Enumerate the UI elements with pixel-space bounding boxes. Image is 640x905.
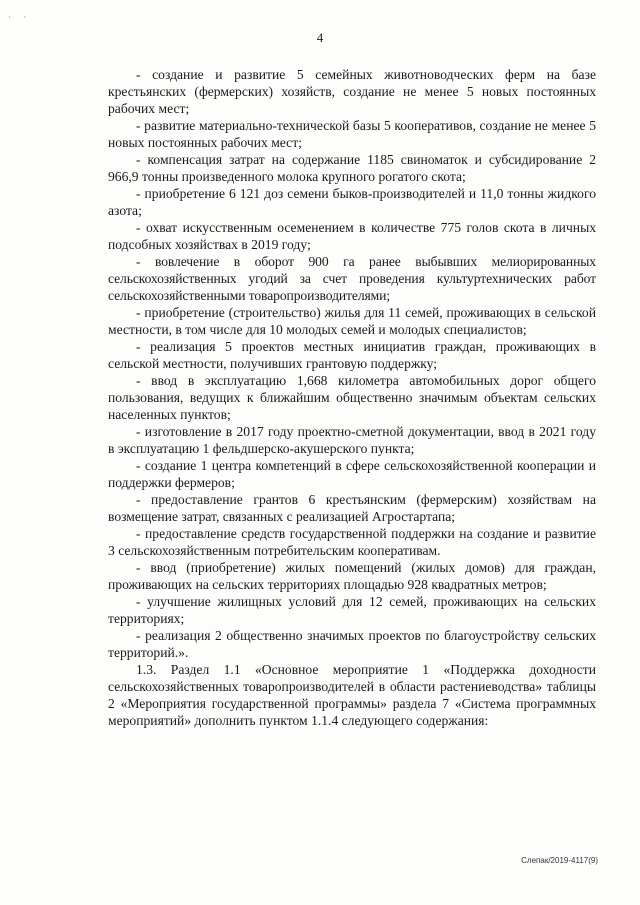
corner-scan-marks: · · [8,12,32,22]
page-number: 4 [316,30,324,45]
paragraph: - реализация 2 общественно значимых проектов по благоустройству сельских территорий.». [108,628,596,660]
document-code: Слепак/2019-4117(9) [521,856,598,865]
paragraph: - создание 1 центра компетенций в сфере сельскохозяйственной кооперации и поддержки фермеров; [108,458,596,490]
paragraph: - приобретение (строительство) жилья для 11 семей, проживающих в сельской местности, в том числе для 10 молодых семей и молодых специалистов; [108,305,596,337]
paragraph: - изготовление в 2017 году проектно-сметной документации, ввод в 2021 году в эксплуатацию 1 фельдшерско-акушерского пункта; [108,424,596,456]
paragraph: 1.3. Раздел 1.1 «Основное мероприятие 1 «Поддержка доходности сельскохозяйственных товаропроизводителей в области растениеводства» таблицы 2 «Мероприятия государственной программы» раздела 7 «Система программных мероприятий» дополнить пунктом 1.1.4 следующего содержания: [108,662,596,728]
paragraph: - реализация 5 проектов местных инициатив граждан, проживающих в сельской местности, получивших грантовую поддержку; [108,339,596,371]
paragraph: - вовлечение в оборот 900 га ранее выбывших мелиорированных сельскохозяйственных угодий за счет проведения культуртехнических работ сельскохозяйственными товаропроизводителями; [108,254,596,303]
paragraph: - ввод в эксплуатацию 1,668 километра автомобильных дорог общего пользования, ведущих к ближайшим общественно значимым объектам сельских населенных пунктов; [108,373,596,422]
paragraph: - предоставление средств государственной поддержки на создание и развитие 3 сельскохозяйственным потребительским кооперативам. [108,526,596,558]
paragraph: - создание и развитие 5 семейных животноводческих ферм на базе крестьянских (фермерских) хозяйств, создание не менее 5 новых постоянных рабочих мест; [108,67,596,116]
paragraph: - предоставление грантов 6 крестьянским (фермерским) хозяйствам на возмещение затрат, связанных с реализацией Агростартапа; [108,492,596,524]
paragraph: - развитие материально-технической базы 5 кооперативов, создание не менее 5 новых постоянных рабочих мест; [108,118,596,150]
paragraph: - улучшение жилищных условий для 12 семей, проживающих на сельских территориях; [108,594,596,626]
document-body [108,66,596,729]
paragraph: - ввод (приобретение) жилых помещений (жилых домов) для граждан, проживающих на сельских территориях площадью 928 квадратных метров; [108,560,596,592]
paragraph: - приобретение 6 121 доз семени быков-производителей и 11,0 тонны жидкого азота; [108,186,596,218]
paragraph: - охват искусственным осеменением в количестве 775 голов скота в личных подсобных хозяйствах в 2019 году; [108,220,596,252]
paragraph: - компенсация затрат на содержание 1185 свиноматок и субсидирование 2 966,9 тонны произведенного молока крупного рогатого скота; [108,152,596,184]
